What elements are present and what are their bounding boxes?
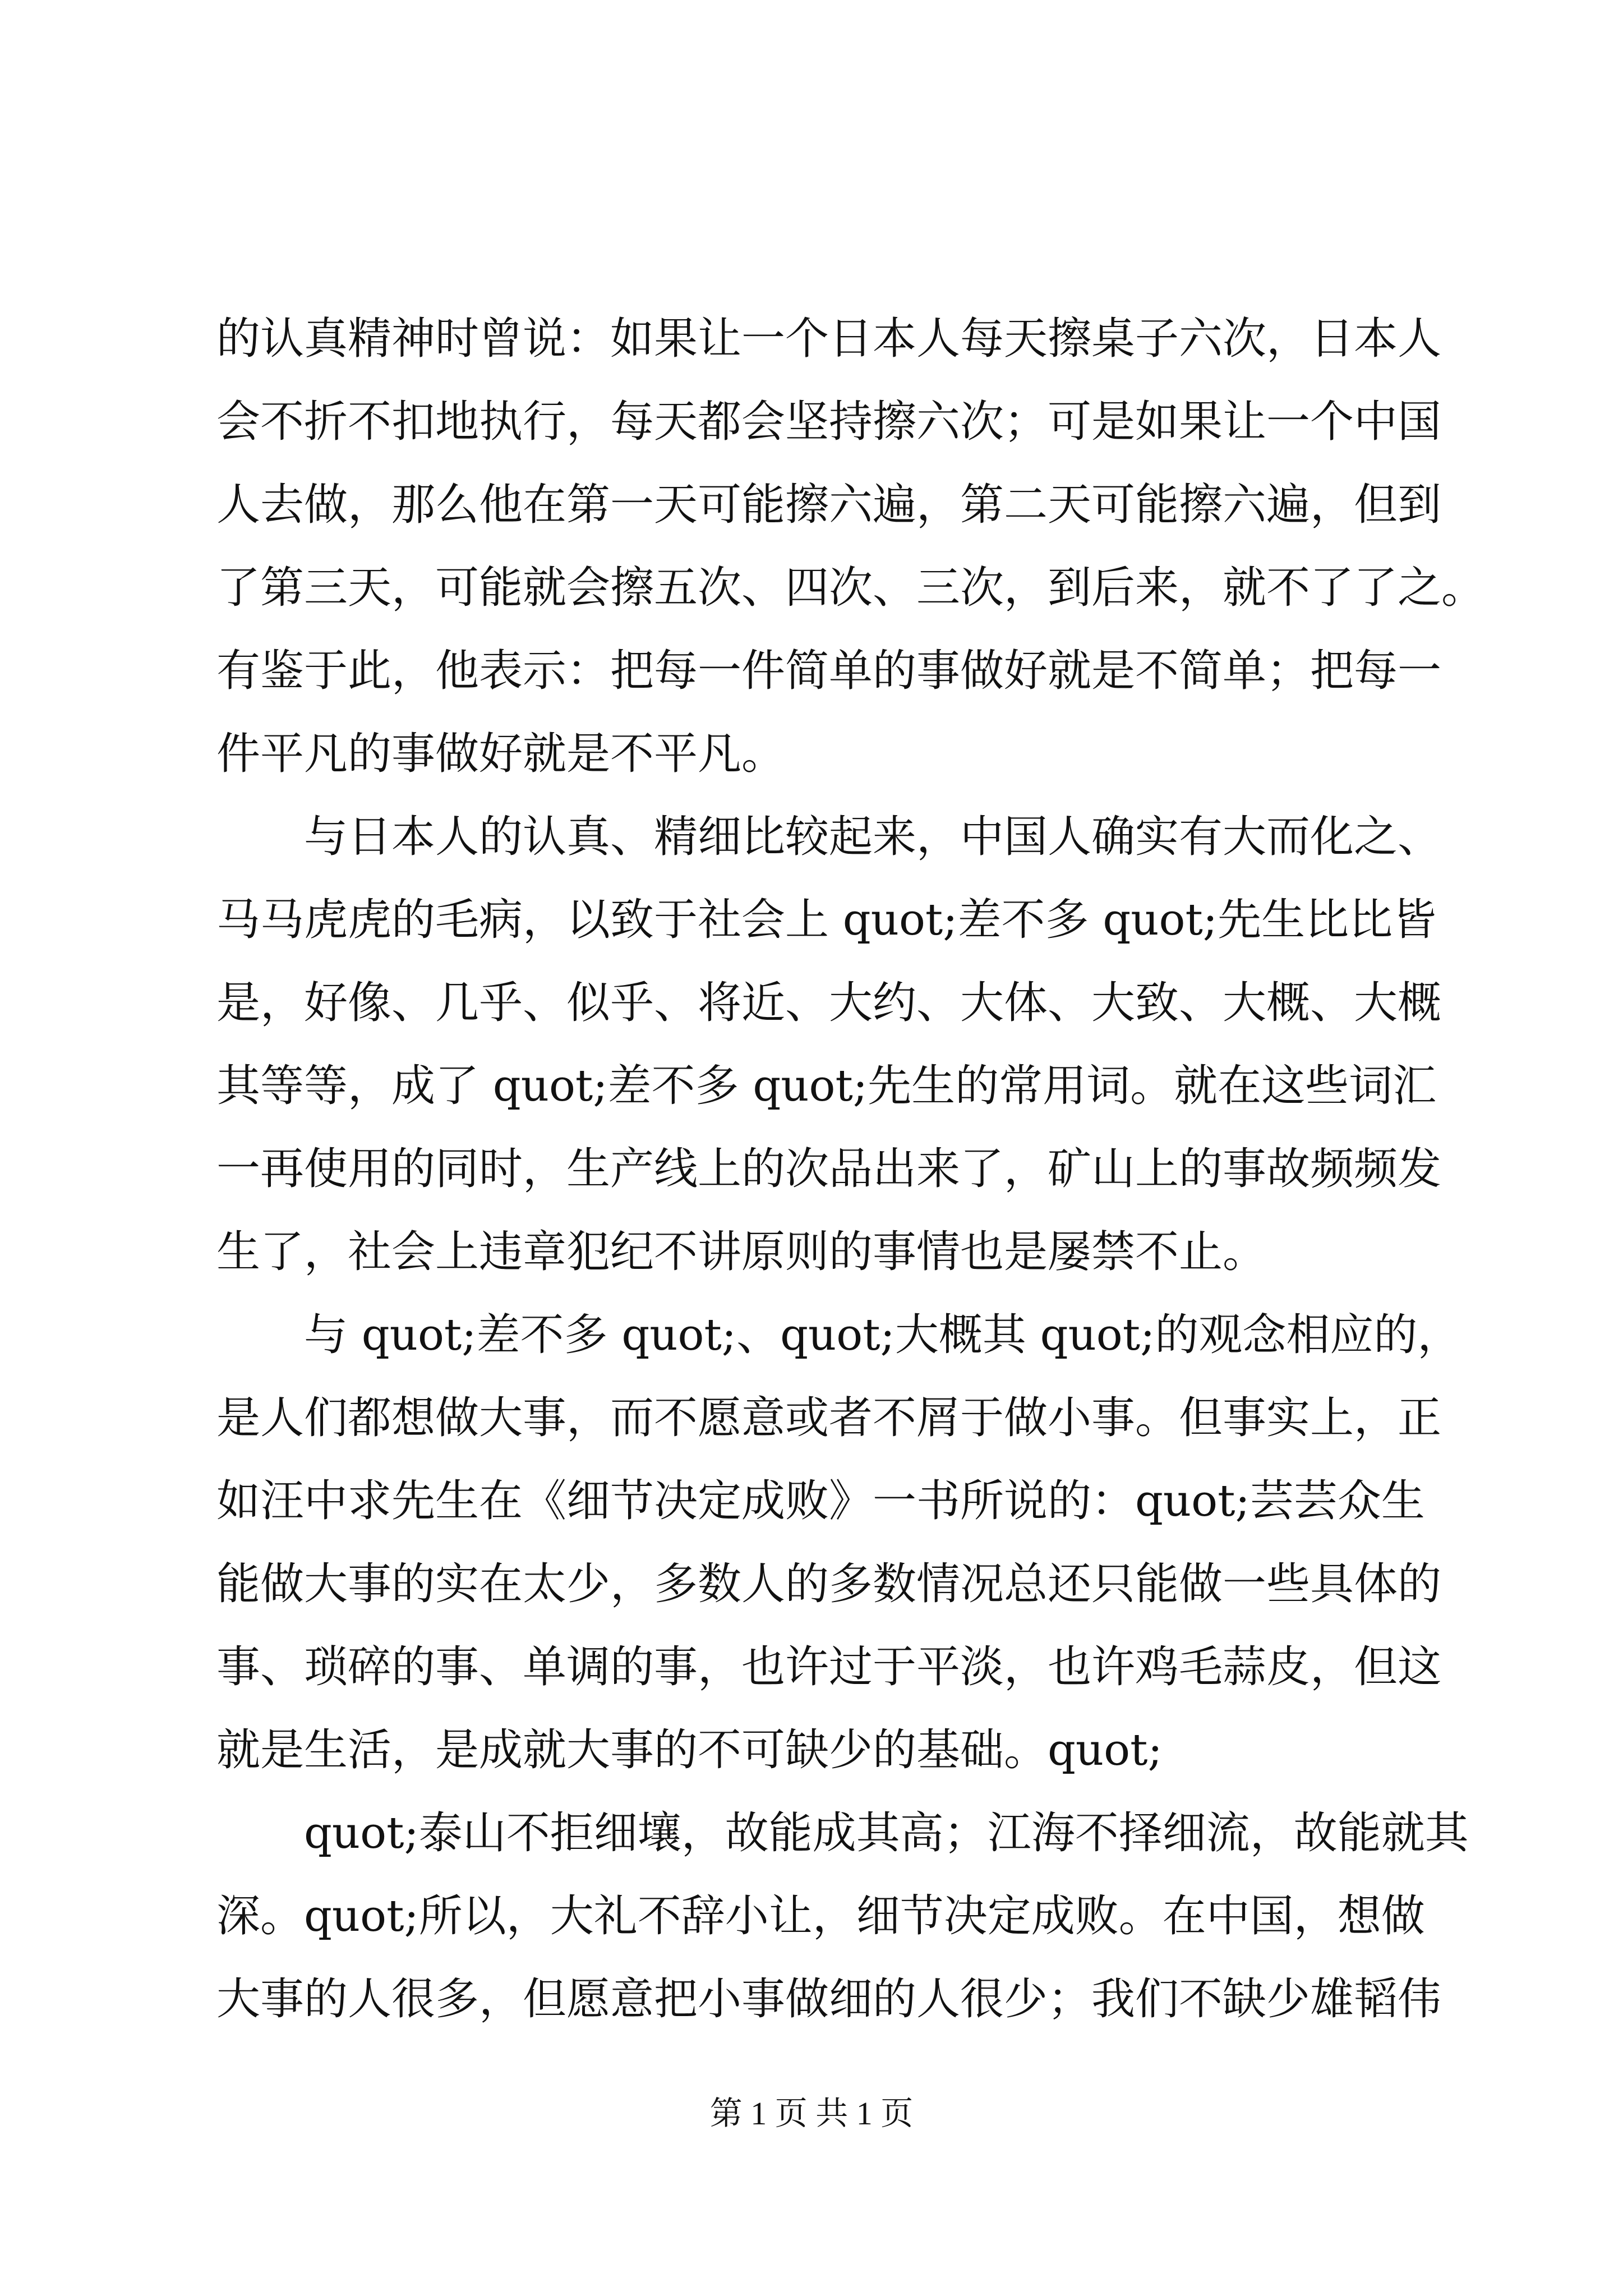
text-line: 的认真精神时曾说：如果让一个日本人每天擦桌子六次，日本人 (216, 314, 1442, 364)
text-line: 大事的人很多，但愿意把小事做细的人很少；我们不缺少雄韬伟 (216, 1974, 1442, 2024)
text-line: quot;泰山不拒细壤，故能成其高；江海不择细流，故能就其 (216, 1808, 1469, 1858)
text-line: 如汪中求先生在《细节决定成败》一书所说的：quot;芸芸众生 (216, 1476, 1425, 1526)
text-line: 有鉴于此，他表示：把每一件简单的事做好就是不简单；把每一 (216, 646, 1442, 696)
text-line: 事、琐碎的事、单调的事，也许过于平淡，也许鸡毛蒜皮，但这 (216, 1642, 1442, 1692)
text-line: 能做大事的实在太少，多数人的多数情况总还只能做一些具体的 (216, 1559, 1442, 1609)
text-line: 马马虎虎的毛病，以致于社会上 quot;差不多 quot;先生比比皆 (216, 895, 1437, 945)
text-line: 人去做，那么他在第一天可能擦六遍，第二天可能擦六遍，但到 (216, 480, 1442, 530)
text-line: 就是生活，是成就大事的不可缺少的基础。quot; (216, 1725, 1163, 1775)
text-line: 其等等，成了 quot;差不多 quot;先生的常用词。就在这些词汇 (216, 1061, 1437, 1111)
page-footer: 第 1 页 共 1 页 (709, 2095, 914, 2132)
text-line: 会不折不扣地执行，每天都会坚持擦六次；可是如果让一个中国 (216, 397, 1442, 447)
text-line: 了第三天，可能就会擦五次、四次、三次，到后来，就不了了之。 (216, 563, 1486, 613)
text-line: 是人们都想做大事，而不愿意或者不屑于做小事。但事实上，正 (216, 1393, 1442, 1443)
text-line: 与 quot;差不多 quot;、quot;大概其 quot;的观念相应的， (216, 1310, 1461, 1360)
text-line: 一再使用的同时，生产线上的次品出来了，矿山上的事故频频发 (216, 1144, 1442, 1194)
text-line: 是，好像、几乎、似乎、将近、大约、大体、大致、大概、大概 (216, 978, 1442, 1028)
text-line: 件平凡的事做好就是不平凡。 (216, 729, 786, 779)
text-line: 深。quot;所以，大礼不辞小让，细节决定成败。在中国，想做 (216, 1891, 1425, 1941)
text-line: 与日本人的认真、精细比较起来，中国人确实有大而化之、 (216, 812, 1442, 862)
text-line: 生了，社会上违章犯纪不讲原则的事情也是屡禁不止。 (216, 1227, 1267, 1277)
